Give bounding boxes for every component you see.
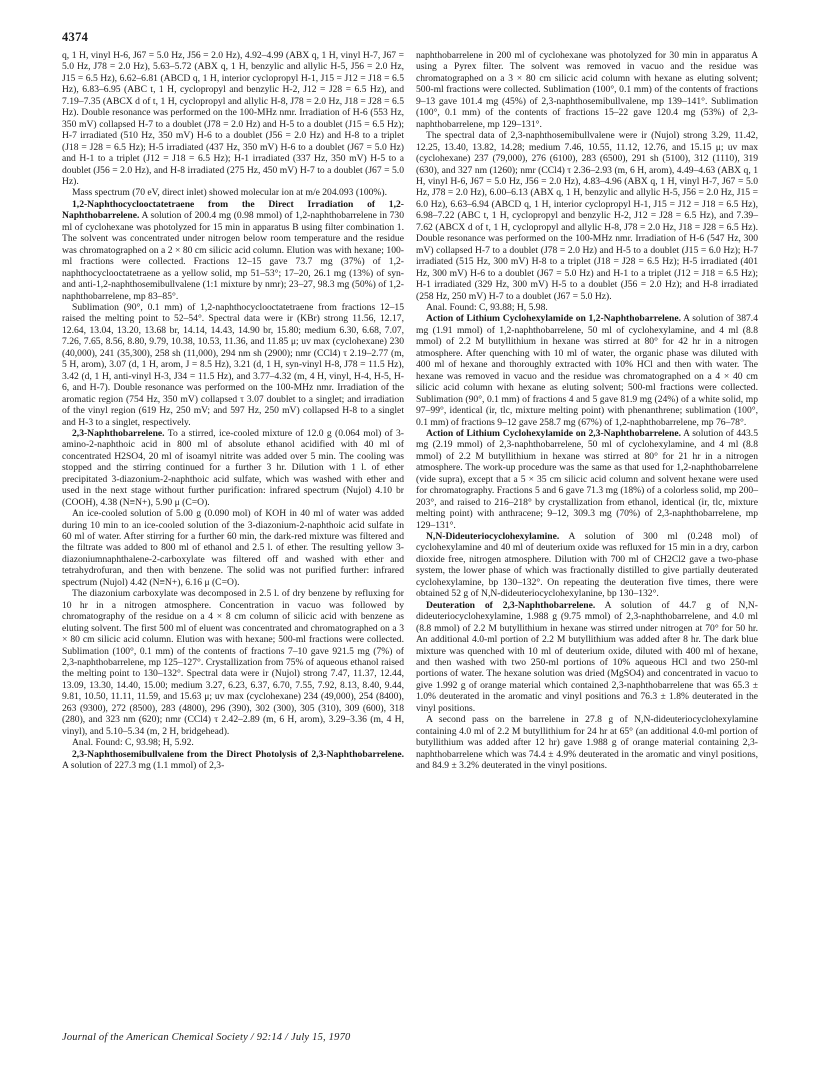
mass-spectrum-paragraph: Mass spectrum (70 eV, direct inlet) showed molecular ion at m/e 204.093 (100%). <box>72 187 388 199</box>
section-body: To a stirred, ice-cooled mixture of 12.0 g (0.064 mol) of 3-amino-2-naphthoic acid in 800 ml of absolute ethanol acidified with 40 ml of concentrated H2SO4, 20 ml of isoamyl nitrite was added over 5 min. The cooling was stopped and the stirring continued for a further 3 hr. Dilution with 1 l. of ether precipitated 3-diazonium-2-naphthoic acid sulfate, which was washed with ether and used in the next stage without further purification: infrared spectrum (Nujol) 4.10 br (COOH), 4.38 (N≡N+), 5.90 μ (C=O). <box>62 427 404 508</box>
section-heading: 2,3-Naphthobarrelene. <box>72 427 165 439</box>
journal-footer: Journal of the American Chemical Society / 92:14 / July 15, 1970 <box>62 1032 351 1043</box>
koh-paragraph: An ice-cooled solution of 5.00 g (0.090 mol) of KOH in 40 ml of water was added during 10 min to an ice-cooled solution of the 3-diazonium-2-naphthoic acid sulfate in 60 ml of water. After stirring for a further 60 min, the dark-red mixture was filtered and the filtrate was added to 800 ml of ethanol and 2.5 l. of ether. The resulting yellow 3-diazoniumnaphthalene-2-carboxylate was filtered off and washed with ether and tetrahydrofuran, and then with benzene. The solid was not purified further: infrared spectrum (Nujol) 4.42 (N≡N+), 6.16 μ (C=O). <box>62 508 404 588</box>
section-body: A solution of 227.3 mg (1.1 mmol) of 2,3- <box>62 760 225 772</box>
second-pass-paragraph: A second pass on the barrelene in 27.8 g of N,N-dideuteriocyclohexylamine containing 4.0 ml of 2.2 M butyllithium for 24 hr at 65° (an additional 4.0-ml portion of butyllithium was added after 12 hr) gave 1.988 g of orange material containing 2,3-naphthobarrelene which was 74.4 ± 4.9% deuterated in the aromatic and vinyl positions, and 84.9 ± 3.2% deuterated in the vinyl positions. <box>416 714 758 772</box>
intro-paragraph: q, 1 H, vinyl H-6, J67 = 5.0 Hz, J56 = 2.0 Hz), 4.92–4.99 (ABX q, 1 H, vinyl H-7, J67 = 5.0 Hz, J78 = 2.0 Hz), 5.63–5.72 (ABX q, 1 H, benzylic and allylic H-5, J56 = 2.0 Hz, J15 = 6.5 Hz), 6.62–6.81 (ABCD q, 1 H, interior cyclopropyl H-1, J15 = J12 = J18 = 6.5 Hz), 6.83–6.95 (ABC t, 1 H, cyclopropyl and benzylic H-2, J12 = J28 = 6.5 Hz), and 7.19–7.35 (ABCX d of t, 1 H, cyclopropyl and allylic H-8, J78 = 2.0 Hz, J18 = J28 = 6.5 Hz). Double resonance was performed on the 100-MHz nmr. Irradiation of H-6 (553 Hz, 350 mV) collapsed H-7 to a doublet (J78 = 2.0 Hz) and H-5 to a doublet (J15 = 6.5 Hz); H-7 irradiated (510 Hz, 350 mV) H-6 to a doublet (J56 = 2.0 Hz) and H-8 to a triplet (J18 = J28 = 6.5 Hz); H-5 irradiated (437 Hz, 350 mV) H-6 to a doublet (J67 = 5.0 Hz) and H-1 to a triplet (J12 = J18 = 6.5 Hz); H-1 irradiated (337 Hz, 350 mV) H-5 to a doublet (J56 = 2.0 Hz), and H-8 irradiated (275 Hz, 450 mV) H-7 to a doublet (J67 = 5.0 Hz). <box>62 50 404 187</box>
right-column <box>416 50 758 772</box>
left-column <box>62 50 404 772</box>
anal-result: Anal. Found: C, 93.88; H, 5.98. <box>426 301 548 313</box>
section-heading: 1,2-Naphthocyclooctatetraene from the Direct Irradiation of 1,2-Naphthobarrelene. <box>62 198 404 222</box>
section-body: A solution of 387.4 mg (1.91 mmol) of 1,2-naphthobarrelene, 50 ml of cyclohexylamine, and 4 ml (8.8 mmol) of 2.2 M butyllithium in hexane was stirred at 80° for 42 hr in a nitrogen atmosphere. After quenching with 10 ml of water, the organic phase was diluted with 400 ml of hexane and thoroughly extracted with 10% HCl and then with water. The hexane was removed in vacuo and the residue was chromatographed on a 4 × 40 cm silicic acid column with hexane as eluting solvent; 500-ml fractions were collected. Sublimation (90°, 0.1 mm) of fractions 4 and 5 gave 81.9 mg (24%) of a white solid, mp 97–99°, identical (ir, tlc, mixture melting point) with phenanthrene; sublimation (100°, 0.1 mm) of fractions 9–12 gave 258.7 mg (67%) of 1,2-naphthobarrelene, mp 76–78°. <box>416 313 758 428</box>
section-body: A solution of 44.7 g of N,N-dideuteriocyclohexylamine, 1.988 g (9.75 mmol) of 2,3-naphthobarrelene, and 4.0 ml (8.8 mmol) of 2.2 M butyllithium in hexane was stirred under nitrogen at 70° for 50 hr. An additional 4.0-ml portion of 2.2 M butyllithium was added after 8 hr. The dark blue mixture was quenched with 10 ml of deuterium oxide, diluted with 400 ml of hexane, and then washed with two 250-ml portions of 10% aqueous HCl and two 250-ml portions of water. The hexane solution was dried (MgSO4) and concentrated in vacuo to give 1.992 g of orange material which contained 2,3-naphthobarrelene that was 65.3 ± 1.0% deuterated in the aromatic and vinyl positions and 76.3 ± 1.8% deuterated in the vinyl positions. <box>416 599 758 714</box>
anal-result: Anal. Found: C, 93.98; H, 5.92. <box>72 737 194 749</box>
diazonium-paragraph: The diazonium carboxylate was decomposed in 2.5 l. of dry benzene by refluxing for 10 hr in a nitrogen atmosphere. Concentration in vacuo was followed by chromatography of the residue on a 4 × 8 cm column of silicic acid with benzene as eluting solvent. The first 500 ml of eluent was concentrated and chromatographed on a 3 × 80 cm silicic acid column. Elution was with hexane; 500-ml fractions were collected. Sublimation (100°, 0.1 mm) of the contents of fractions 7–10 gave 921.5 mg (7%) of 2,3-naphthobarrelene, mp 125–127°. Crystallization from 75% of aqueous ethanol raised the melting point to 130–132°. Spectral data were ir (Nujol) strong 7.47, 11.37, 12.44, 13.09, 13.30, 14.40, 15.00; medium 3.27, 6.23, 6.37, 6.70, 7.55, 7.92, 8.13, 8.40, 9.44, 9.81, 10.50, 11.11, 11.59, and 15.63 μ; uv max (cyclohexane) 234 (49,000), 254 (8400), 263 (9300), 272 (8500), 283 (4800), 296 (390), 302 (300), 305 (310), 309 (600), 318 (280), and 323 nm (620); nmr (CCl4) τ 2.42–2.89 (m, 6 H, arom), 3.29–3.36 (m, 4 H, vinyl), and 5.10–5.34 (m, 2 H, bridgehead). <box>62 588 404 737</box>
section-deuteration <box>416 600 758 715</box>
section-semibullvalene <box>62 749 404 772</box>
section-naphthocyclooctatetraene <box>62 199 404 302</box>
section-lithium-2-3 <box>416 428 758 531</box>
section-heading: Deuteration of 2,3-Naphthobarrelene. <box>426 599 596 611</box>
section-heading: Action of Lithium Cyclohexylamide on 1,2-Naphthobarrelene. <box>426 313 682 325</box>
section-body: A solution of 200.4 mg (0.98 mmol) of 1,2-naphthobarrelene in 730 ml of cyclohexane was photolyzed for 15 min in apparatus B using filter combination 1. The solvent was concentrated under nitrogen below room temperature and the residue was chromatographed on a 2 × 80 cm silicic acid column. Elution was with hexane; 100-ml fractions were collected. Fractions 12–15 gave 73.7 mg (37%) of 1,2-naphthocyclooctatetraene as a yellow solid, mp 51–53°; 17–20, 26.1 mg (13%) of syn- and anti-1,2-naphthosemibullvalene (1:1 mixture by nmr); 23–27, 98.3 mg (50%) of 1,2-naphthobarrelene, mp 83–85°. <box>62 210 404 302</box>
sublimation-paragraph: Sublimation (90°, 0.1 mm) of 1,2-naphthocyclooctatetraene from fractions 12–15 raised the melting point to 52–54°. Spectral data were ir (KBr) strong 11.56, 12.17, 12.64, 13.04, 13.20, 13.68 br, 14.14, 14.43, 14.90 br, 15.80; medium 6.30, 6.68, 7.07, 7.26, 7.65, 8.56, 8.80, 9.79, 10.38, 10.53, 11.36, and 11.85 μ; uv max (cyclohexane) 230 (40,000), 241 (35,300), 258 sh (11,000), 294 nm sh (2900); nmr (CCl4) τ 2.19–2.77 (m, 5 H, arom), 3.07 (d, 1 H, arom, J = 8.5 Hz), 3.21 (d, 1 H, syn-vinyl H-8, J78 = 11.5 Hz), 3.42 (d, 1 H, anti-vinyl H-3, J34 = 11.5 Hz), and 3.77–4.32 (m, 4 H, vinyl, H-4, H-5, H-6, and H-7). Double resonance was performed on the 100-MHz nmr. Irradiation of the aromatic region (754 Hz, 350 mV) collapsed τ 3.07 doublet to a singlet; and irradiation of the vinyl region (619 Hz, 250 mV; and 597 Hz, 250 mV) collapsed H-8 to a singlet and H-3 to a singlet, respectively. <box>62 301 404 428</box>
section-2-3-naphthobarrelene <box>62 428 404 508</box>
section-heading: 2,3-Naphthosemibullvalene from the Direct Photolysis of 2,3-Naphthobarrelene. <box>72 748 404 760</box>
section-heading: N,N-Dideuteriocyclohexylamine. <box>426 531 560 543</box>
section-body: A solution of 443.5 mg (2.19 mmol) of 2,3-naphthobarrelene, 50 ml of cyclohexylamine, and 4 ml (8.8 mmol) of 2.2 M butyllithium in hexane was stirred at 80° for 21 hr in a nitrogen atmosphere. The work-up procedure was the same as that used for 1,2-naphthobarrelene (vide supra), except that a 5 × 35 cm silicic acid column and solvent hexane were used for chromatography. Fractions 5 and 6 gave 71.3 mg (18%) of a colorless solid, mp 200–203°, and raised to 216–218° by crystallization from ethanol, identical (ir, tlc, mixture melting point) with anthracene; 9–12, 309.3 mg (70%) of 2,3-naphthobarrelene, mp 129–131°. <box>416 427 758 531</box>
section-heading: Action of Lithium Cyclohexylamide on 2,3-Naphthobarrelene. <box>426 427 682 439</box>
continuation-paragraph: naphthobarrelene in 200 ml of cyclohexane was photolyzed for 30 min in apparatus A using a Pyrex filter. The solvent was removed in vacuo and the residue was chromatographed on a 3 × 80 cm silicic acid column with hexane as eluting solvent; 500-ml fractions were collected. Sublimation (100°, 0.1 mm) of the contents of fractions 9–13 gave 101.4 mg (45%) of 2,3-naphthosemibullvalene, mp 139–141°. Sublimation (100°, 0.1 mm) of the contents of fractions 15–22 gave 120.4 mg (53%) of 2,3-naphthobarrelene, mp 129–131°. <box>416 50 758 130</box>
section-lithium-1-2 <box>416 313 758 428</box>
section-body: A solution of 300 ml (0.248 mol) of cyclohexylamine and 40 ml of deuterium oxide was refluxed for 15 min in a dry, carbon dioxide free, nitrogen atmosphere. Dilution with 700 ml of CH2Cl2 gave a two-phase system, the lower phase of which was fractionally distilled to give partially deuterated cyclohexylamine, bp 130–132°. On repeating the deuteration five times, there were obtained 52 g of N,N-dideuteriocyclohexylanine, bp 130–132°. <box>416 531 758 600</box>
page-number: 4374 <box>62 30 89 44</box>
section-dideuteriocyclohexylamine <box>416 531 758 600</box>
spectral-paragraph: The spectral data of 2,3-naphthosemibullvalene were ir (Nujol) strong 3.29, 11.42, 12.25, 13.40, 13.82, 14.28; medium 7.46, 10.55, 11.12, 12.76, and 15.15 μ; uv max (cyclohexane) 237 (79,000), 276 (6100), 283 (6500), 291 sh (5100), 312 (1110), 319 (630), and 327 nm (1260); nmr (CCl4) τ 2.36–2.93 (m, 6 H, arom), 4.49–4.63 (ABX q, 1 H, vinyl H-6, J67 = 5.0 Hz, J56 = 2.0 Hz), 4.83–4.96 (ABX q, 1 H, vinyl H-7, J67 = 5.0 Hz, J78 = 2.0 Hz), 6.00–6.13 (ABX q, 1 H, benzylic and allylic H-5, J56 = 2.0 Hz, J15 = 6.0 Hz), 6.63–6.94 (ABCD q, 1 H, interior cyclopropyl H-1, J15 = J12 = J18 = 6.5 Hz), 6.98–7.22 (ABC t, 1 H, cyclopropyl and benzylic H-2, J12 = J28 = 6.5 Hz), and 7.39–7.62 (ABCX d of t, 1 H, cyclopropyl and allylic H-8, J78 = 2.0 Hz, J18 = J28 = 6.5 Hz). Double resonance was performed on the 100-MHz nmr. Irradiation of H-6 (547 Hz, 300 mV) collapsed H-7 to a doublet (J78 = 2.0 Hz) and H-5 to a doublet (J15 = 6.0 Hz); H-7 irradiated (515 Hz, 300 mV) H-8 to a triplet (J18 = J28 = 6.5 Hz); H-5 irradiated (401 Hz, 300 mV) H-6 to a doublet (J67 = 5.0 Hz) and H-1 to a triplet (J12 = J18 = 6.5 Hz); H-1 irradiated (329 Hz, 300 mV) H-5 to a doublet (J56 = 2.0 Hz); and H-8 irradiated (258 Hz, 250 mV) H-7 to a doublet (J67 = 5.0 Hz). <box>416 130 758 302</box>
